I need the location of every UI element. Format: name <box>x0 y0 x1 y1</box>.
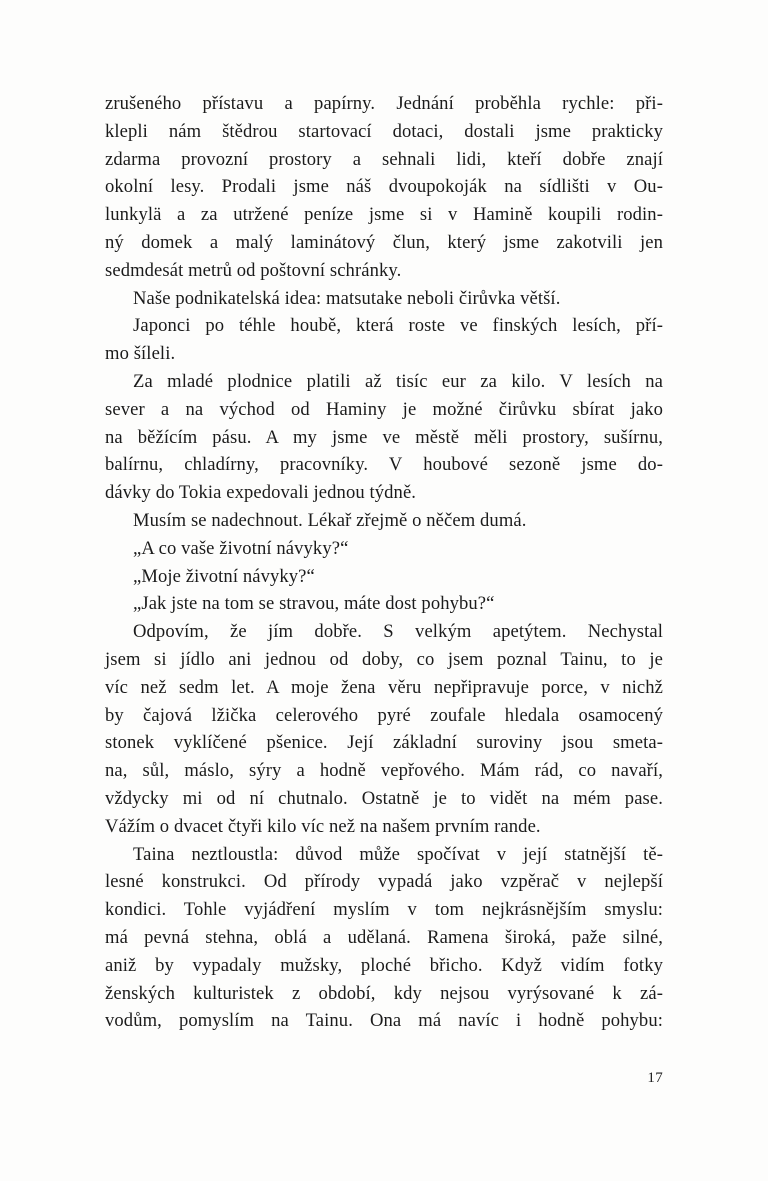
text-line: Vážím o dvacet čtyři kilo víc než na našem prvním rande. <box>105 815 541 837</box>
text-line: na běžícím pásu. A my jsme ve městě měli prostory, sušírnu, <box>105 426 663 448</box>
text-line: zdarma provozní prostory a sehnali lidi, kteří dobře znají <box>105 148 663 170</box>
text-line: mo šíleli. <box>105 343 176 365</box>
text-line: vodům, pomyslím na Tainu. Ona má navíc i hodně pohybu: <box>105 1010 663 1032</box>
text-line: „Jak jste na tom se stravou, máte dost pohybu?“ <box>133 593 495 615</box>
text-line: kondici. Tohle vyjádření myslím v tom nejkrásnějším smyslu: <box>105 899 663 921</box>
text-line: na, sůl, máslo, sýry a hodně vepřového. Mám rád, co navaří, <box>105 760 663 782</box>
text-line: má pevná stehna, oblá a udělaná. Ramena široká, paže silné, <box>105 926 663 948</box>
text-line: sever a na východ od Haminy je možné čirůvku sbírat jako <box>105 398 663 420</box>
text-line: Japonci po téhle houbě, která roste ve finských lesích, pří- <box>133 315 663 337</box>
text-line: lesné konstrukci. Od přírody vypadá jako vzpěrač v nejlepší <box>105 871 663 893</box>
text-line: lunkylä a za utržené peníze jsme si v Hamině koupili rodin- <box>105 204 663 226</box>
text-line: „Moje životní návyky?“ <box>133 565 315 587</box>
text-line: jsem si jídlo ani jednou od doby, co jsem poznal Tainu, to je <box>105 648 663 670</box>
text-line: „A co vaše životní návyky?“ <box>133 537 349 559</box>
text-line: vždycky mi od ní chutnalo. Ostatně je to vidět na mém pase. <box>105 787 663 809</box>
text-line: ženských kulturistek z období, kdy nejsou vyrýsované k zá- <box>105 982 663 1004</box>
text-line: víc než sedm let. A moje žena věru nepřipravuje porce, v nichž <box>105 676 663 698</box>
text-line: stonek vyklíčené pšenice. Její základní suroviny jsou smeta- <box>105 732 663 754</box>
text-line: balírnu, chladírny, pracovníky. V houbové sezoně jsme do- <box>105 454 663 476</box>
text-line: Musím se nadechnout. Lékař zřejmě o něčem dumá. <box>133 509 527 531</box>
text-line: Taina neztloustla: důvod může spočívat v její statnější tě- <box>133 843 663 865</box>
page-number: 17 <box>647 1070 663 1086</box>
text-line: klepli nám štědrou startovací dotaci, dostali jsme prakticky <box>105 120 663 142</box>
text-line: Naše podnikatelská idea: matsutake neboli čirůvka větší. <box>133 287 561 309</box>
text-line: okolní lesy. Prodali jsme náš dvoupokoják na sídlišti v Ou- <box>105 176 663 198</box>
text-line: Odpovím, že jím dobře. S velkým apetýtem. Nechystal <box>133 621 663 643</box>
text-line: ný domek a malý laminátový člun, který jsme zakotvili jen <box>105 231 663 253</box>
text-line: by čajová lžička celerového pyré zoufale hledala osamocený <box>105 704 663 726</box>
text-line: dávky do Tokia expedovali jednou týdně. <box>105 482 417 504</box>
text-line: aniž by vypadaly mužsky, ploché břicho. Když vidím fotky <box>105 954 663 976</box>
text-block <box>105 90 663 1035</box>
text-line: sedmdesát metrů od poštovní schránky. <box>105 259 402 281</box>
text-line: zrušeného přístavu a papírny. Jednání proběhla rychle: při- <box>105 93 663 114</box>
text-line: Za mladé plodnice platili až tisíc eur za kilo. V lesích na <box>133 370 663 392</box>
